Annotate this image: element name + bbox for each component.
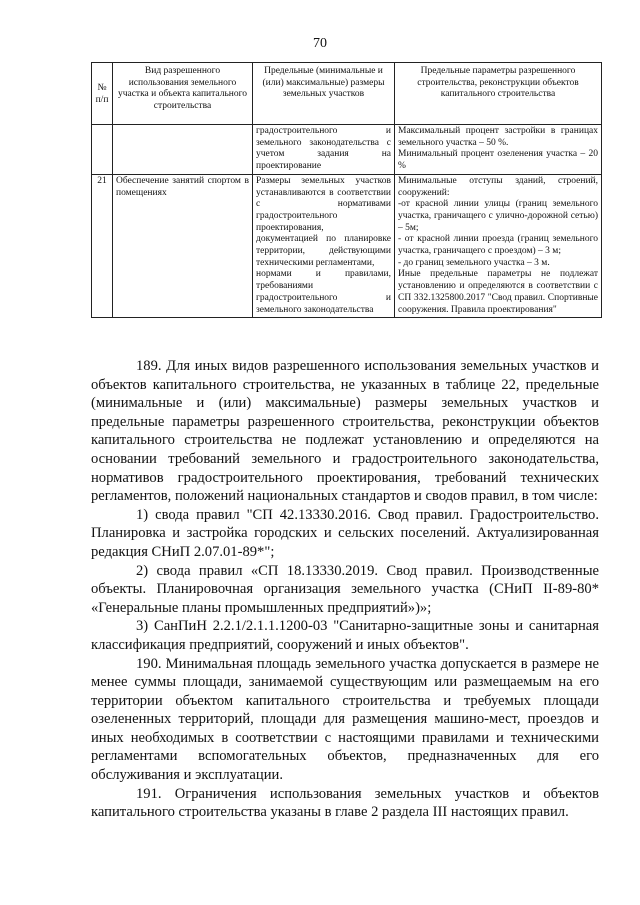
param-line: - до границ земельного участка – 3 м. — [398, 257, 550, 268]
cell-number — [92, 125, 113, 175]
param-line: - от красной линии проезда (границ земельного участка, граничащего с проездом) – 3 м; — [398, 234, 598, 257]
paragraph-189: 189. Для иных видов разрешенного использования земельных участков и объектов капитального строительства, не указанных в таблице 22, предельные (минимальные и (или) максимальные) размеры земельных участков и предельные параметры разрешенного строительства, реконструкции объектов капитального строительства не подлежат установлению и определяются на основании требований земельного и градостроительного законодательства, нормативов градостроительного проектирования, требований технических регламентов, положений национальных стандартов и сводов правил, в том числе: — [91, 358, 599, 505]
list-item: 2) свода правил «СП 18.13330.2019. Свод правил. Производственные объекты. Планировочная организация земельного участка (СНиП II-89-80* «Генеральные планы промышленных предприятий»)»; — [91, 562, 599, 616]
table-row — [92, 174, 602, 317]
page-number: 70 — [313, 36, 327, 51]
paragraph-191: 191. Ограничения использования земельных участков и объектов капитального строительства указаны в главе 2 раздела III настоящих правил. — [91, 785, 599, 821]
cell-build-params — [395, 174, 602, 317]
header-build-params: Предельные параметры разрешенного строительства, реконструкции объектов капитального строительства — [395, 63, 602, 125]
param-line: Иные предельные параметры не подлежат установлению и определяются в соответствии с СП 332.1325800.2017 "Свод правил. Спортивные сооружения. Правила проектирования" — [398, 269, 598, 315]
table-header-row — [92, 63, 602, 125]
list-item: 3) СанПиН 2.2.1/2.1.1.1200-03 "Санитарно-защитные зоны и санитарная классификация предприятий, сооружений и иных объектов". — [91, 618, 599, 653]
cell-plot-sizes: градостроительного и земельного законодательства с учетом задания на проектирование — [253, 125, 395, 175]
cell-use-type: Обеспечение занятий спортом в помещениях — [113, 174, 253, 317]
table-row — [92, 125, 602, 175]
param-line: -от красной линии улицы (границ земельного участка, граничащего с улично-дорожной сетью) – 5м; — [398, 199, 598, 233]
list-item: 1) свода правил "СП 42.13330.2016. Свод правил. Градостроительство. Планировка и застройка городских и сельских поселений. Актуализированная редакция СНиП 2.07.01-89*"; — [91, 506, 599, 560]
size-line: документацией по планировке территории, действующими техническими регламентами, — [256, 234, 391, 268]
param-line: Максимальный процент застройки в границах земельного участка – 50 %. — [398, 126, 598, 148]
paragraph-190: 190. Минимальная площадь земельного участка допускается в размере не менее суммы площади, занимаемой существующим или размещаемым на его территории объектом капитального строительства и требуемых площади озелененных территорий, площади для размещения машино-мест, проездов и иных необходимых в соответствии с настоящими правилами и техническими регламентами вспомогательных объектов, предназначенных для его обслуживания и эксплуатации. — [91, 655, 599, 784]
header-use-type: Вид разрешенного использования земельного участка и объекта капитального строительства — [113, 63, 253, 125]
cell-plot-sizes — [253, 174, 395, 317]
cell-use-type — [113, 125, 253, 175]
size-line: нормами и правилами, требованиями градостроительного и земельного законодательства — [256, 269, 391, 315]
header-number: № п/п — [92, 63, 113, 125]
size-line: Размеры земельных участков устанавливаются в соответствии с нормативами градостроительного проектирования, — [256, 175, 391, 233]
regulation-table — [91, 62, 602, 318]
param-line: Минимальные отступы зданий, строений, сооружений: — [398, 175, 598, 198]
body-text — [91, 357, 599, 822]
header-plot-sizes: Предельные (минимальные и (или) максимальные) размеры земельных участков — [253, 63, 395, 125]
cell-build-params — [395, 125, 602, 175]
cell-number: 21 — [92, 174, 113, 317]
param-line: Минимальный процент озеленения участка – 20 % — [398, 149, 598, 172]
